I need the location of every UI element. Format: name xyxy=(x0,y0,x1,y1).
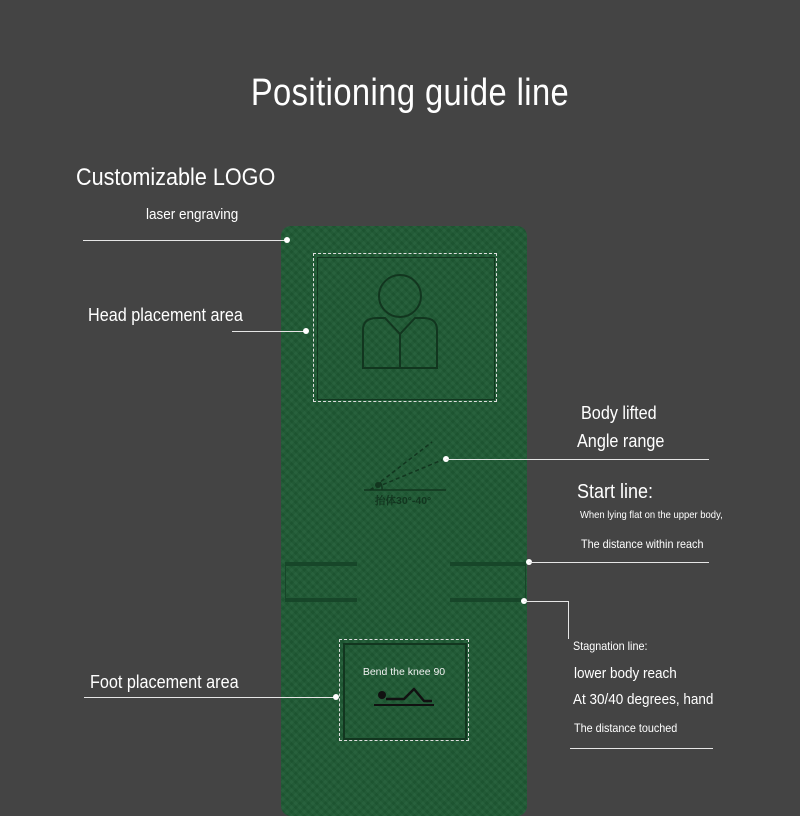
logo-label: Customizable LOGO xyxy=(76,164,276,191)
foot-leader-dot xyxy=(333,694,339,700)
start-desc-2: The distance within reach xyxy=(581,537,704,551)
laser-label: laser engraving xyxy=(146,206,239,223)
stagnation-line-left xyxy=(285,598,357,602)
band-edge-left xyxy=(285,562,286,602)
logo-leader-line xyxy=(83,240,287,241)
stagnation-line-right xyxy=(450,598,526,602)
stagnation-label: Stagnation line: xyxy=(573,639,648,653)
head-leader-dot xyxy=(303,328,309,334)
logo-leader-dot xyxy=(284,237,290,243)
stagnation-leader-vline xyxy=(568,601,569,639)
start-line-left xyxy=(285,562,357,566)
head-label: Head placement area xyxy=(88,305,243,325)
head-leader-line xyxy=(232,331,306,332)
stagnation-leader-line xyxy=(524,601,569,602)
angle-icon xyxy=(360,432,450,502)
stagnation-bottom-line xyxy=(570,748,713,749)
angle-range-label: Angle range xyxy=(577,431,665,451)
body-lifted-label: Body lifted xyxy=(581,403,657,423)
foot-instruction-text: Bend the knee 90 xyxy=(362,666,446,678)
start-leader-line xyxy=(529,562,709,563)
stag-desc-3: The distance touched xyxy=(574,721,678,735)
stag-desc-2: At 30/40 degrees, hand xyxy=(573,691,714,708)
foot-label: Foot placement area xyxy=(90,672,239,692)
person-icon xyxy=(355,270,445,375)
foot-leader-line xyxy=(84,697,336,698)
angle-leader-line xyxy=(446,459,709,460)
start-desc-1: When lying flat on the upper body, xyxy=(580,509,723,521)
start-line-right xyxy=(450,562,526,566)
start-line-label: Start line: xyxy=(577,481,654,503)
page-title: Positioning guide line xyxy=(250,72,570,114)
angle-range-text: 抬体30°-40° xyxy=(375,495,432,507)
lying-person-icon xyxy=(370,685,436,709)
stag-desc-1: lower body reach xyxy=(574,665,677,682)
band-edge-right xyxy=(525,562,526,602)
